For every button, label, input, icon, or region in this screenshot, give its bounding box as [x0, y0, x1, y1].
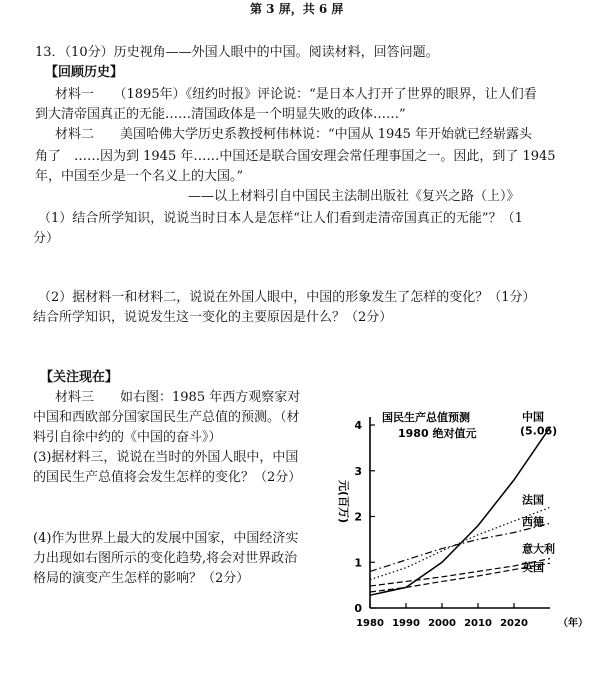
- material3-line2: 中国和西欧部分国家国民生产总值的预测。（材: [33, 410, 300, 425]
- x-tick-label: 1990: [392, 618, 420, 629]
- y-tick-label: 3: [354, 464, 362, 478]
- x-tick-label: 1980: [356, 618, 384, 629]
- material3-line1: 材料三 如右图：1985 年西方观察家对: [55, 390, 301, 405]
- series-label-1: 法国: [522, 493, 544, 507]
- series-label-4: 英国: [522, 561, 544, 575]
- chart-subtitle: 1980 绝对值元: [398, 427, 477, 440]
- q4-line3: 格局的演变产生怎样的影响？（2分）: [33, 571, 250, 586]
- y-tick-label: 4: [354, 419, 362, 432]
- q4-line2: 力出现如右图所示的变化趋势,将会对世界政治: [33, 551, 298, 566]
- material2-line2: 角了 ……因为到 1945 年……中国还是联合国安理会常任理事国之一。因此，到了 1945: [35, 149, 556, 164]
- q2-line2: 结合所学知识，说说发生这一变化的主要原因是什么？（2分）: [33, 310, 393, 325]
- material3-line3: 料引自徐中约的《中国的奋斗》）: [33, 430, 222, 445]
- x-tick-label: 2020: [500, 618, 528, 629]
- y-tick-label: 1: [354, 556, 362, 570]
- material1-line1: 材料一 （1895年）《纽约时报》评论说：“是日本人打开了世界的眼界，让人们看: [55, 87, 537, 102]
- section-review-heading: 【回顾历史】: [45, 65, 124, 80]
- q4-line1: (4)作为世界上最大的发展中国家，中国经济实: [33, 531, 299, 546]
- q3-line1: (3)据材料三，说说在当时的外国人眼中，中国: [33, 450, 299, 465]
- q2-line1: （2）据材料一和材料二，说说在外国人眼中，中国的形象发生了怎样的变化？（1分）: [38, 290, 536, 305]
- material2-line3: 年，中国至少是一个名义上的大国。”: [35, 169, 244, 184]
- x-tick-label: 2000: [428, 618, 456, 629]
- section-present-heading: 【关注现在】: [40, 370, 119, 385]
- question-title: 13．（10分）历史视角——外国人眼中的中国。阅读材料，回答问题。: [35, 45, 439, 60]
- material-source: ——以上材料引自中国民主法制出版社《复兴之路（上）》: [188, 189, 520, 204]
- x-tick-label: 2010: [464, 618, 492, 629]
- q1-line2: 分）: [33, 231, 60, 246]
- series-label-0: 中国: [522, 410, 544, 424]
- y-tick-label: 2: [354, 510, 362, 524]
- page-header: 第 3 屏，共 6 屏: [250, 2, 344, 16]
- q3-line2: 的国民生产总值将会发生怎样的变化？（2分）: [33, 470, 302, 485]
- y-axis-label: 元(百万): [337, 480, 350, 524]
- chart-title: 国民生产总值预测: [382, 411, 470, 424]
- series-label-3: 意大利: [522, 542, 555, 556]
- series-label-2: 西德: [522, 515, 544, 529]
- q1-line1: （1）结合所学知识，说说当时日本人是怎样“让人们看到走清帝国真正的无能”？（1: [38, 211, 523, 226]
- gnp-forecast-chart: [335, 400, 595, 640]
- x-axis-label: （年）: [558, 618, 588, 629]
- material1-line2: 到大清帝国真正的无能……清国政体是一个明显失败的政体……”: [35, 107, 406, 122]
- y-tick-label: 0: [354, 602, 362, 615]
- series-annotation-0: (5.06): [520, 424, 558, 438]
- material2-line1: 材料二 美国哈佛大学历史系教授柯伟林说：“中国从 1945 年开始就已经崭露头: [55, 127, 532, 142]
